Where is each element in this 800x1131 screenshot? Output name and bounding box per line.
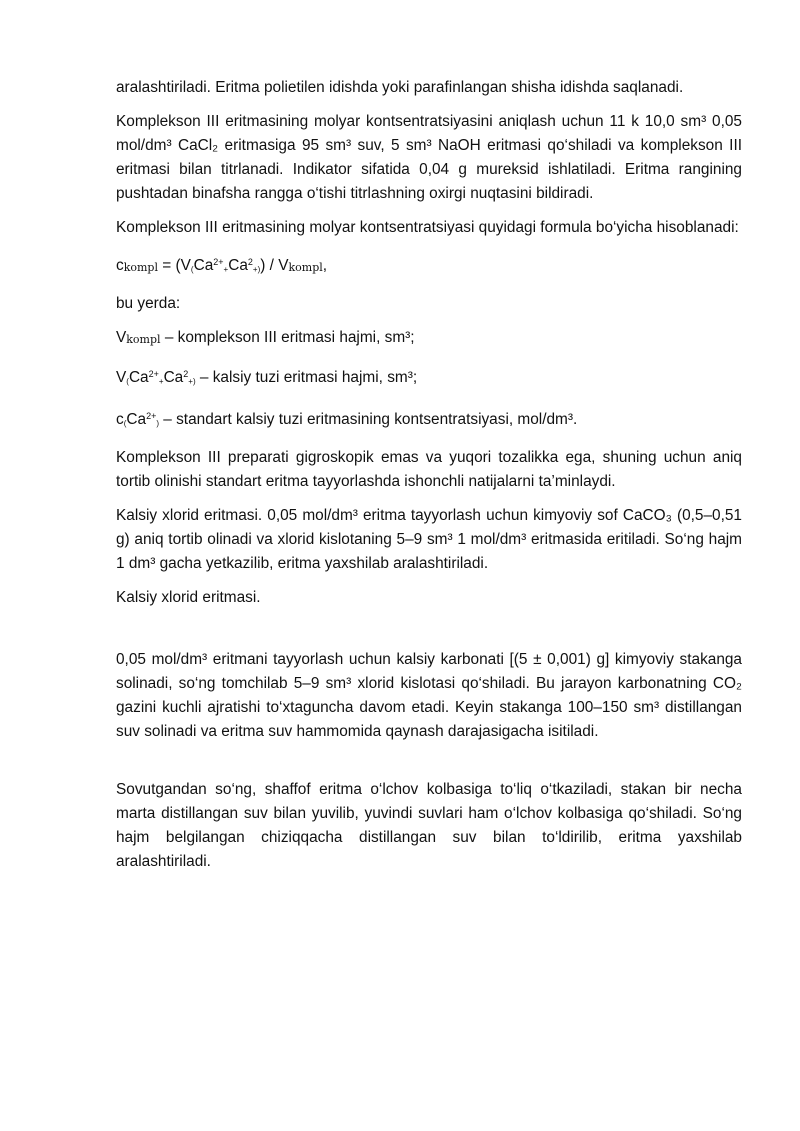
definition-v-calcium [116,362,742,394]
definition-v-text: – komplekson III eritmasi hajmi, sm³; [160,329,415,346]
document-page [116,76,742,884]
definition-c-calcium [116,404,742,436]
paragraph-cooling: Sovutgandan so‘ng, shaffof eritma o‘lchov kolbasiga to‘liq o‘tkaziladi, stakan bir necha marta distillangan suv bilan yuvilib, yuvindi suvlari ham o‘lchov kolbasiga qo‘shiladi. So‘ng hajm belgilangan chiziqqacha distillangan suv bilan to‘ldirilib, eritma yaxshilab aralashtiriladi. [116,781,742,870]
definition-v-subscript: kompl [126,333,161,346]
paragraph-formula-intro: Komplekson III eritmasining molyar kontsentratsiyasi quyidagi formula bo‘yicha hisoblanadi: [116,219,739,236]
definition-c-symbol: c [116,411,124,428]
definition-c-text: – standart kalsiy tuzi eritmasining kontsentratsiyasi, mol/dm³. [159,411,578,428]
formula-c: c [116,257,124,274]
formula-line [116,250,742,282]
definition-v2-text: – kalsiy tuzi eritmasi hajmi, sm³; [195,369,418,386]
paragraph-storage: aralashtiriladi. Eritma polietilen idishda yoki parafinlangan shisha idishda saqlanadi. [116,79,684,96]
definition-v2-ca-2-charge: 2 [183,369,189,379]
definition-c-open: ( [123,419,127,428]
paragraph-preparation-note: Komplekson III preparati gigroskopik emas va yuqori tozalikka ega, shuning uchun aniq tortib olinishi standart eritma tayyorlashda ishonchli natijalarni ta’minlaydi. [116,449,742,490]
formula-v-subscript: kompl [288,261,323,274]
formula-ca-2: Ca [228,257,248,274]
formula-trailing: , [322,257,328,274]
definition-v2-open: ( [126,377,129,386]
formula-ca-1: Ca [193,257,214,274]
formula-plus-close: +) [252,265,261,274]
paragraph-titration-method: Komplekson III eritmasining molyar kontsentratsiyasini aniqlash uchun 11 k 10,0 sm³ 0,05 mol/dm³ CaCl₂ eritmasiga 95 sm³ suv, 5 sm³ NaOH eritmasi qo‘shiladi va komplekson III eritmasi bilan titrlanadi. Indikator sifatida 0,04 g mureksid ishlatiladi. Eritma rangining pushtadan binafsha rangga o‘tishi titrlashning oxirgi nuqtasini bildiradi. [116,113,742,202]
definition-v-kompl [116,326,742,352]
definition-v2-ca-1: Ca [128,369,149,386]
definition-v2-ca-1-charge: 2+ [148,369,159,379]
definition-v2-plus-close: +) [188,377,196,386]
definition-c-charge: 2+ [146,411,157,421]
paragraph-calcium-chloride-prep: Kalsiy xlorid eritmasi. 0,05 mol/dm³ eritma tayyorlash uchun kimyoviy sof CaCO₃ (0,5–0,51 g) aniq tortib olinadi va xlorid kislotaning 5–9 sm³ 1 mol/dm³ eritmasida eritiladi. So‘ng hajm 1 dm³ gacha yetkazilib, eritma yaxshilab aralashtiriladi. [116,507,742,572]
formula-ca-1-charge: 2+ [213,257,224,267]
formula-eq-open: = (V [157,257,191,274]
definitions-heading: bu yerda: [116,295,181,312]
definition-c-ca: Ca [126,411,147,428]
definition-v2-symbol: V [116,369,127,386]
definition-c-close: ) [156,419,159,428]
formula-plus: + [223,265,229,274]
formula-close-div: ) / V [260,257,289,274]
formula-ca-2-charge: 2 [247,257,253,267]
section-heading-calcium-chloride: Kalsiy xlorid eritmasi. [116,589,261,606]
formula-open-paren: ( [190,265,194,274]
definition-v2-plus: + [158,377,164,386]
definition-v-symbol: V [116,329,127,346]
definition-v2-ca-2: Ca [163,369,184,386]
paragraph-calcium-carbonate: 0,05 mol/dm³ eritmani tayyorlash uchun kalsiy karbonati [(5 ± 0,001) g] kimyoviy stakanga solinadi, so‘ng tomchilab 5–9 sm³ xlorid kislotasi qo‘shiladi. Bu jarayon karbonatning CO₂ gazini kuchli ajratishi to‘xtaguncha davom etadi. Keyin stakanga 100–150 sm³ distillangan suv solinadi va eritma suv hammomida qaynash darajasigacha isitiladi. [116,651,742,740]
formula-c-subscript: kompl [123,261,158,274]
